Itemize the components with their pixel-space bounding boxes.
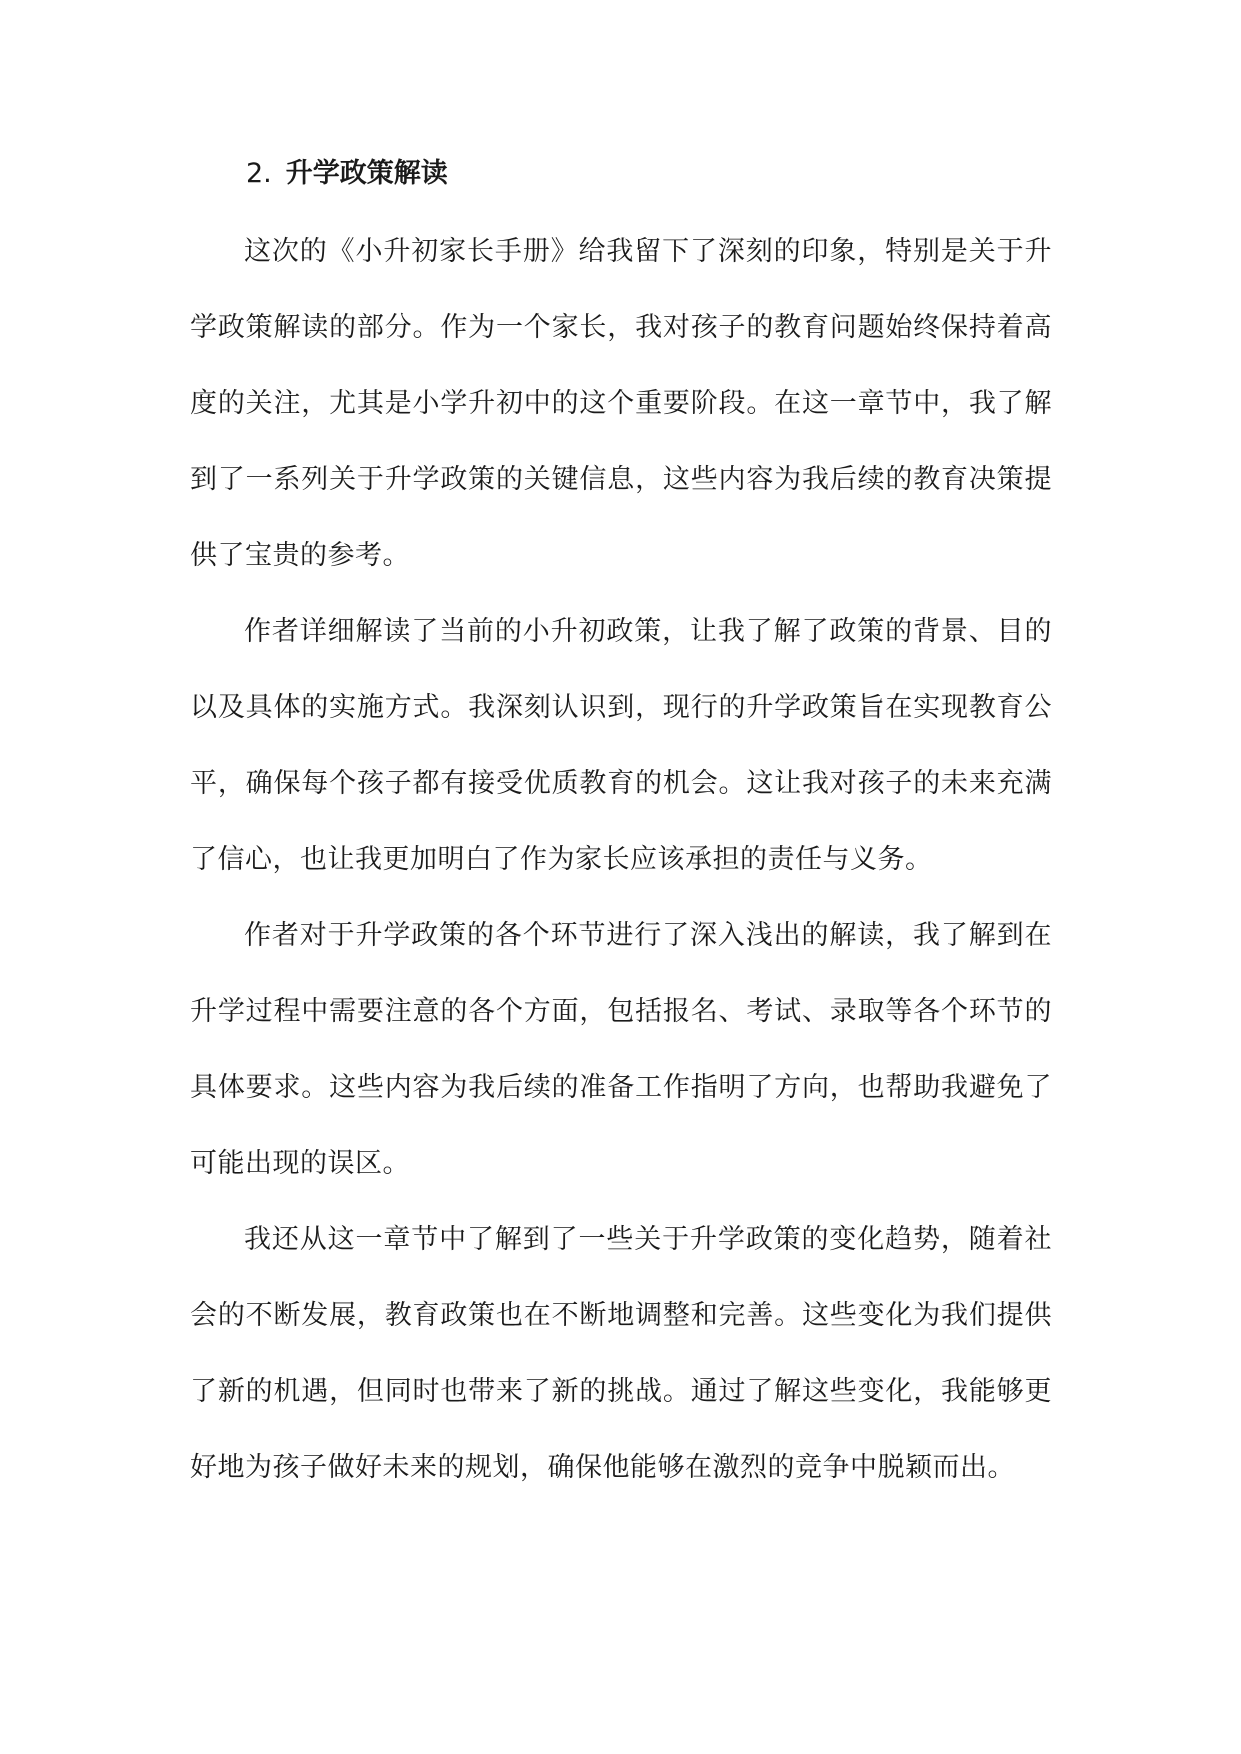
- paragraph-3: 作者对于升学政策的各个环节进行了深入浅出的解读，我了解到在升学过程中需要注意的各个方面，包括报名、考试、录取等各个环节的具体要求。这些内容为我后续的准备工作指明了方向，也帮助我避免了可能出现的误区。: [190, 920, 1052, 1179]
- section-number: 2.: [246, 158, 272, 189]
- paragraph-1: 这次的《小升初家长手册》给我留下了深刻的印象，特别是关于升学政策解读的部分。作为一个家长，我对孩子的教育问题始终保持着高度的关注，尤其是小学升初中的这个重要阶段。在这一章节中，我了解到了一系列关于升学政策的关键信息，这些内容为我后续的教育决策提供了宝贵的参考。: [190, 236, 1052, 571]
- section-heading: [190, 140, 1052, 208]
- paragraph-2: 作者详细解读了当前的小升初政策，让我了解了政策的背景、目的以及具体的实施方式。我深刻认识到，现行的升学政策旨在实现教育公平，确保每个孩子都有接受优质教育的机会。这让我对孩子的未来充满了信心，也让我更加明白了作为家长应该承担的责任与义务。: [190, 616, 1052, 875]
- document-body: [190, 140, 1052, 1506]
- section-title: 升学政策解读: [285, 158, 448, 189]
- paragraph-4: 我还从这一章节中了解到了一些关于升学政策的变化趋势，随着社会的不断发展，教育政策也在不断地调整和完善。这些变化为我们提供了新的机遇，但同时也带来了新的挑战。通过了解这些变化，我能够更好地为孩子做好未来的规划，确保他能够在激烈的竞争中脱颖而出。: [190, 1224, 1052, 1483]
